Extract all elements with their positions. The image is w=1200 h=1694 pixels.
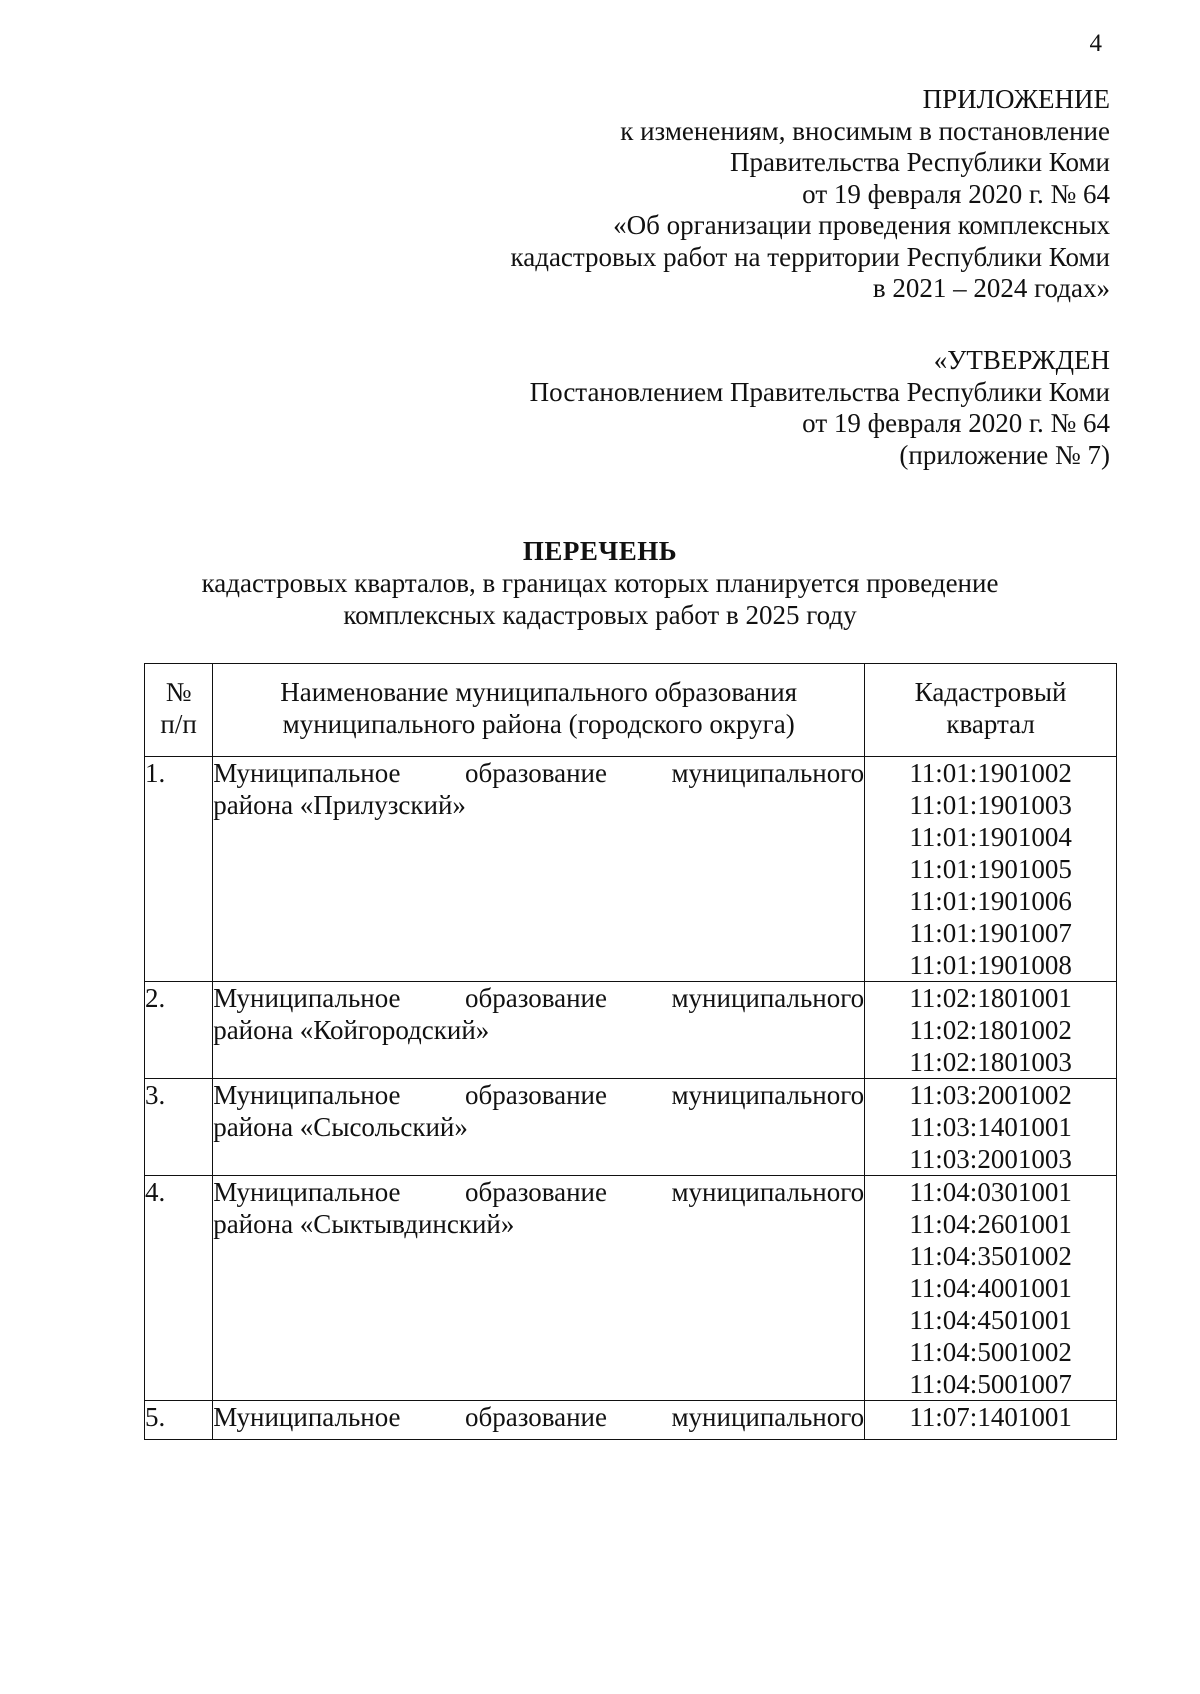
table-header-row: [145, 664, 1117, 757]
row-quarters: 11:03:2001002 11:03:1401001 11:03:2001003: [865, 1079, 1117, 1176]
table-row: [145, 757, 1117, 982]
row-municipality: Муниципальное образование муниципального района «Сыктывдинский»: [213, 1176, 865, 1401]
row-number: 2.: [145, 982, 213, 1079]
appendix-header: [350, 84, 1110, 305]
header-number: № п/п: [145, 664, 213, 757]
approval-block: [350, 345, 1110, 471]
appendix-line: от 19 февраля 2020 г. № 64: [802, 178, 1110, 209]
list-title-block: [0, 535, 1200, 631]
row-quarters: 11:04:0301001 11:04:2601001 11:04:3501002 11:04:4001001 11:04:4501001 11:04:5001002 11:04:5001007: [865, 1176, 1117, 1401]
appendix-line: к изменениям, вносимым в постановление: [620, 115, 1110, 146]
row-number: 5.: [145, 1401, 213, 1440]
row-quarters: 11:02:1801001 11:02:1801002 11:02:1801003: [865, 982, 1117, 1079]
list-subtitle: комплексных кадастровых работ в 2025 году: [343, 600, 857, 630]
header-quarter: Кадастровый квартал: [865, 664, 1117, 757]
cadastral-quarters-table: [144, 663, 1117, 1440]
row-quarters: 11:07:1401001: [865, 1401, 1117, 1440]
table-row: [145, 982, 1117, 1079]
appendix-line: Правительства Республики Коми: [729, 147, 1110, 177]
row-quarters: 11:01:1901002 11:01:1901003 11:01:1901004 11:01:1901005 11:01:1901006 11:01:1901007 11:01:1901008: [865, 757, 1117, 982]
page-number: 4: [1089, 30, 1102, 57]
row-municipality: Муниципальное образование муниципального района «Койгородский»: [213, 982, 865, 1079]
appendix-line: в 2021 – 2024 годах»: [872, 273, 1110, 303]
list-heading: ПЕРЕЧЕНЬ: [522, 536, 678, 566]
row-number: 4.: [145, 1176, 213, 1401]
list-subtitle: кадастровых кварталов, в границах которых планируется проведение: [201, 568, 999, 598]
appendix-line: кадастровых работ на территории Республики Коми: [510, 241, 1110, 272]
approval-title: «УТВЕРЖДЕН: [933, 345, 1110, 375]
header-municipality: Наименование муниципального образования муниципального района (городского округа): [213, 664, 865, 757]
approval-line: Постановлением Правительства Республики Коми: [529, 376, 1110, 407]
approval-line: (приложение № 7): [899, 439, 1110, 470]
table-row: [145, 1079, 1117, 1176]
appendix-line: «Об организации проведения комплексных: [613, 210, 1110, 240]
table-row: [145, 1176, 1117, 1401]
appendix-title: ПРИЛОЖЕНИЕ: [922, 84, 1110, 114]
row-number: 3.: [145, 1079, 213, 1176]
row-municipality: Муниципальное образование муниципального района «Сысольский»: [213, 1079, 865, 1176]
row-municipality: Муниципальное образование муниципального района «Прилузский»: [213, 757, 865, 982]
row-municipality: Муниципальное образование муниципального: [213, 1401, 865, 1440]
table-row: [145, 1401, 1117, 1440]
row-number: 1.: [145, 757, 213, 982]
approval-line: от 19 февраля 2020 г. № 64: [802, 408, 1110, 438]
